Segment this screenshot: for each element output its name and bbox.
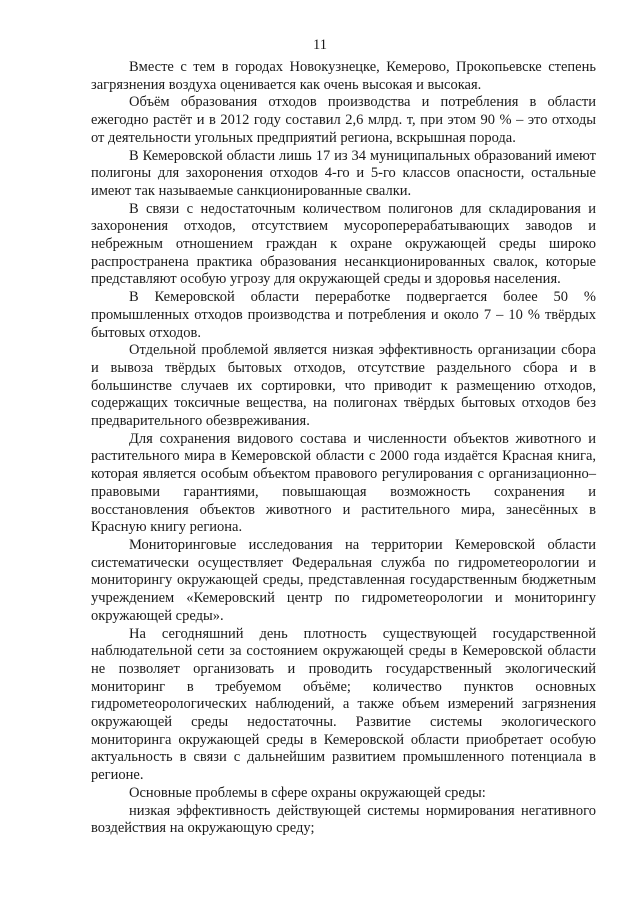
paragraph-main-problems: Основные проблемы в сфере охраны окружающей среды:: [129, 784, 486, 801]
paragraph-problem-item: низкая эффективность действующей системы нормирования негативного воздействия на окружающую среду;: [91, 802, 596, 837]
paragraph-monitoring-network: На сегодняшний день плотность существующей государственной наблюдательной сети за состоянием окружающей среды в Кемеровской области не позволяет организовать и проводить государственный экологический мониторинг в требуемом объёме; количество пунктов основных гидрометеорологических наблюдений, а также объем измерений загрязнения окружающей среды недостаточны. Развитие системы экологического мониторинга окружающей среды в Кемеровской области приобретает особую актуальность в связи с дальнейшим развитием промышленного потенциала в регионе.: [91, 625, 596, 784]
paragraph-illegal-dumps: В связи с недостаточным количеством полигонов для складирования и захоронения отходов, отсутствием мусороперерабатывающих заводов и небрежным отношением граждан к охране окружающей среды широко распространена практика образования несанкционированных свалок, которые представляют особую угрозу для окружающей среды и здоровья населения.: [91, 200, 596, 288]
paragraph-recycling: В Кемеровской области переработке подвергается более 50 % промышленных отходов производства и потребления и около 7 – 10 % твёрдых бытовых отходов.: [91, 289, 596, 341]
paragraph-waste-collection: Отдельной проблемой является низкая эффективность организации сбора и вывоза твёрдых бытовых отходов, отсутствие раздельного сбора и в большинстве случаев их сортировки, что приводит к размещению отходов, содержащих токсичные вещества, на полигонах твёрдых бытовых отходов без предварительного обезвреживания.: [91, 342, 596, 430]
paragraph-waste-volume: Объём образования отходов производства и потребления в области ежегодно растёт и в 2012 году составил 2,6 млрд. т, при этом 90 % – это отходы от деятельности угольных предприятий региона, вскрышная порода.: [91, 94, 596, 146]
paragraph-monitoring-service: Мониторинговые исследования на территории Кемеровской области систематически осуществляет Федеральная служба по гидрометеорологии и мониторингу окружающей среды, представленная государственным бюджетным учреждением «Кемеровский центр по гидрометеорологии и мониторингу окружающей среды».: [91, 536, 596, 624]
paragraph-air-pollution: Вместе с тем в городах Новокузнецке, Кемерово, Прокопьевске степень загрязнения воздуха оценивается как очень высокая и высокая.: [91, 59, 596, 93]
paragraph-landfills: В Кемеровской области лишь 17 из 34 муниципальных образований имеют полигоны для захоронения отходов 4-го и 5-го классов опасности, остальные имеют так называемые санкционированные свалки.: [91, 147, 596, 199]
paragraph-red-book: Для сохранения видового состава и численности объектов животного и растительного мира в Кемеровской области с 2000 года издаётся Красная книга, которая является особым объектом правового регулирования с организационно–правовыми гарантиями, повышающая возможность сохранения и восстановления объектов животного и растительного мира, занесённых в Красную книгу региона.: [91, 430, 596, 536]
document-body: [91, 59, 596, 838]
page-number: 11: [313, 37, 327, 53]
